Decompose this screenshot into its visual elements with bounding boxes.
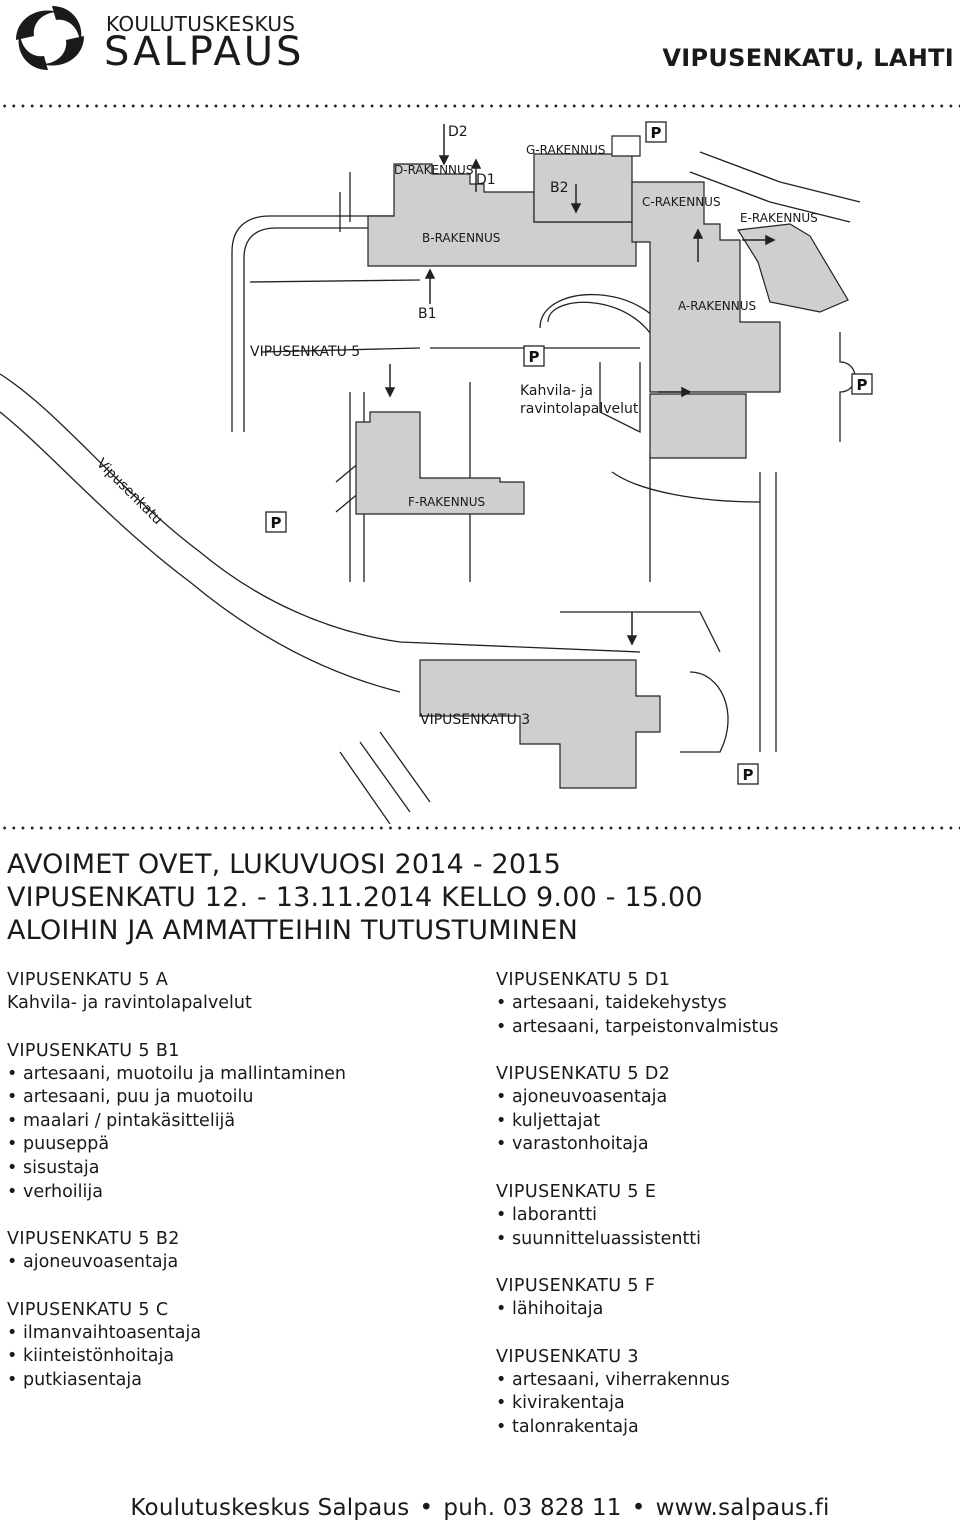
program-item-label: kiinteistönhoitaja — [23, 1346, 175, 1367]
label-vipusenkatu-5: VIPUSENKATU 5 — [250, 344, 361, 360]
program-item-label: artesaani, viherrakennus — [512, 1369, 730, 1390]
label-c-rakennus: C-RAKENNUS — [642, 195, 721, 209]
road-top-right — [700, 152, 860, 202]
label-b1: B1 — [418, 306, 437, 322]
road-vip3-access — [560, 612, 720, 652]
dotted-divider-top — [0, 104, 960, 108]
headline-event: AVOIMET OVET, LUKUVUOSI 2014 - 2015 — [7, 849, 562, 880]
program-list-item — [496, 1133, 956, 1157]
label-kahvila-1: Kahvila- ja — [520, 383, 594, 399]
bullet-icon: • — [7, 1134, 18, 1155]
parking-label: P — [528, 348, 540, 366]
parking-label: P — [650, 124, 662, 142]
label-d1: D1 — [476, 172, 496, 188]
program-group-title: VIPUSENKATU 5 D1 — [496, 970, 671, 990]
road-lower-curve — [612, 472, 760, 502]
program-group-description: Kahvila- ja ravintolapalvelut — [7, 993, 252, 1013]
bullet-icon: • — [496, 1416, 507, 1437]
program-item-label: artesaani, taidekehystys — [512, 993, 727, 1013]
footer-web[interactable]: www.salpaus.fi — [655, 1495, 830, 1521]
program-group — [496, 1062, 956, 1157]
headline-subtitle: ALOIHIN JA AMMATTEIHIN TUTUSTUMINEN — [7, 915, 578, 946]
road-kahvila-loop — [600, 362, 640, 432]
program-list-item — [7, 1133, 477, 1157]
bullet-icon: • — [7, 1063, 18, 1084]
program-list-item — [7, 1086, 477, 1110]
program-item-label: kivirakentaja — [512, 1393, 625, 1414]
footer-contact — [0, 1495, 960, 1521]
program-list-item — [7, 1345, 477, 1369]
program-list-item — [496, 1416, 956, 1440]
road-curve-center — [548, 302, 660, 352]
program-list-item — [496, 1110, 956, 1134]
program-item-label: maalari / pintakäsittelijä — [23, 1110, 236, 1131]
building-small-top — [612, 136, 640, 156]
program-item-label: artesaani, puu ja muotoilu — [23, 1087, 254, 1108]
bullet-icon: • — [7, 1110, 18, 1131]
dotted-divider-bottom — [0, 826, 960, 830]
label-d2: D2 — [448, 124, 468, 140]
program-item-label: kuljettajat — [512, 1110, 601, 1131]
program-group-title: VIPUSENKATU 5 A — [7, 970, 169, 990]
program-group — [7, 1227, 477, 1275]
road-vertical-right — [760, 472, 776, 752]
building-a-lower — [650, 394, 746, 458]
program-group-title: VIPUSENKATU 5 C — [7, 1299, 169, 1320]
bullet-icon: • — [496, 1369, 507, 1390]
bullet-icon: • — [496, 1087, 507, 1108]
bullet-icon: • — [7, 1252, 18, 1273]
label-street-vipusenkatu: Vipusenkatu — [93, 455, 166, 529]
program-item-label: verhoilija — [23, 1181, 103, 1202]
footer-org: Koulutuskeskus Salpaus — [130, 1495, 410, 1521]
program-item-label: artesaani, tarpeistonvalmistus — [512, 1016, 779, 1037]
bullet-icon: • — [496, 1134, 507, 1155]
program-list-item — [7, 1322, 477, 1346]
program-group — [7, 968, 477, 1016]
program-item-label: lähihoitaja — [512, 1299, 604, 1320]
road-vip3-loop — [680, 672, 728, 752]
program-group-title: VIPUSENKATU 5 B2 — [7, 1229, 180, 1250]
logo-text-main: SALPAUS — [104, 29, 305, 75]
program-item-label: varastonhoitaja — [512, 1134, 649, 1155]
program-group-title: VIPUSENKATU 5 E — [496, 1181, 657, 1202]
program-list-item — [7, 1063, 477, 1087]
program-list-item — [496, 992, 956, 1016]
program-item-label: laborantti — [512, 1204, 597, 1225]
page-title: VIPUSENKATU, LAHTI — [662, 44, 954, 72]
program-list-item — [496, 1369, 956, 1393]
program-item-label: putkiasentaja — [23, 1369, 142, 1390]
program-list-item — [7, 1251, 477, 1275]
label-a-rakennus: A-RAKENNUS — [678, 299, 757, 313]
building-g — [534, 154, 632, 222]
program-list-item — [7, 1369, 477, 1393]
salpaus-swirl-icon — [8, 4, 98, 74]
program-group-title: VIPUSENKATU 3 — [496, 1346, 639, 1367]
parking-label: P — [742, 766, 754, 784]
bullet-icon: • — [496, 1204, 507, 1225]
bullet-icon: • — [7, 1157, 18, 1178]
footer-separator: • — [631, 1495, 646, 1521]
program-group-title: VIPUSENKATU 5 B1 — [7, 1040, 180, 1061]
program-group — [496, 1274, 956, 1322]
label-vipusenkatu-3: VIPUSENKATU 3 — [420, 712, 531, 728]
program-item-label: artesaani, muotoilu ja mallintaminen — [23, 1063, 347, 1084]
logo-text-top: KOULUTUSKESKUS — [106, 12, 296, 36]
program-item-label: ajoneuvoasentaja — [512, 1087, 668, 1108]
headline-dates: VIPUSENKATU 12. - 13.11.2014 KELLO 9.00 - 15.00 — [7, 882, 703, 913]
program-group — [496, 1180, 956, 1251]
bullet-icon: • — [496, 993, 507, 1013]
program-group — [496, 1345, 956, 1440]
program-list-left — [7, 968, 477, 1416]
campus-map — [0, 112, 960, 824]
bullet-icon: • — [7, 1087, 18, 1108]
program-list-right — [496, 968, 956, 1463]
program-item-label: ilmanvaihtoasentaja — [23, 1322, 202, 1343]
program-list-item — [7, 1181, 477, 1205]
program-group — [496, 968, 956, 1039]
program-group-title: VIPUSENKATU 5 D2 — [496, 1064, 671, 1085]
bullet-icon: • — [7, 1322, 18, 1343]
parking-label: P — [856, 376, 868, 394]
program-item-label: talonrakentaja — [512, 1416, 639, 1437]
label-kahvila-2: ravintolapalvelut — [520, 401, 639, 417]
road-vip3-diagonal — [340, 732, 430, 824]
bullet-icon: • — [7, 1346, 18, 1367]
program-item-label: suunnitteluassistentti — [512, 1228, 702, 1249]
label-g-rakennus: G-RAKENNUS — [526, 143, 606, 157]
program-item-label: sisustaja — [23, 1157, 100, 1178]
program-list-item — [7, 1157, 477, 1181]
program-list-item — [496, 1204, 956, 1228]
label-b-rakennus: B-RAKENNUS — [422, 231, 501, 245]
program-group-title: VIPUSENKATU 5 F — [496, 1276, 656, 1297]
label-f-rakennus: F-RAKENNUS — [408, 495, 486, 509]
footer-separator: • — [419, 1495, 434, 1521]
program-group — [7, 1039, 477, 1205]
road-top-left-stub — [340, 172, 350, 232]
parking-label: P — [270, 514, 282, 532]
salpaus-logo — [8, 4, 308, 74]
bullet-icon: • — [496, 1299, 507, 1320]
label-d-rakennus: D-RAKENNUS — [394, 163, 474, 177]
road-upper-link — [250, 280, 420, 282]
program-group — [7, 1298, 477, 1393]
program-item-label: puuseppä — [23, 1134, 110, 1155]
footer-phone: puh. 03 828 11 — [443, 1495, 622, 1521]
program-list-item — [496, 1086, 956, 1110]
program-list-item — [496, 1016, 956, 1040]
program-list-item — [496, 1298, 956, 1322]
program-list-item — [496, 1228, 956, 1252]
bullet-icon: • — [496, 1016, 507, 1037]
program-item-label: ajoneuvoasentaja — [23, 1252, 179, 1273]
program-list-item — [496, 1392, 956, 1416]
bullet-icon: • — [496, 1393, 507, 1414]
label-e-rakennus: E-RAKENNUS — [740, 211, 818, 225]
program-list-item — [7, 1110, 477, 1134]
label-b2: B2 — [550, 180, 569, 196]
bullet-icon: • — [496, 1110, 507, 1131]
bullet-icon: • — [7, 1369, 18, 1390]
bullet-icon: • — [7, 1181, 18, 1202]
bullet-icon: • — [496, 1228, 507, 1249]
